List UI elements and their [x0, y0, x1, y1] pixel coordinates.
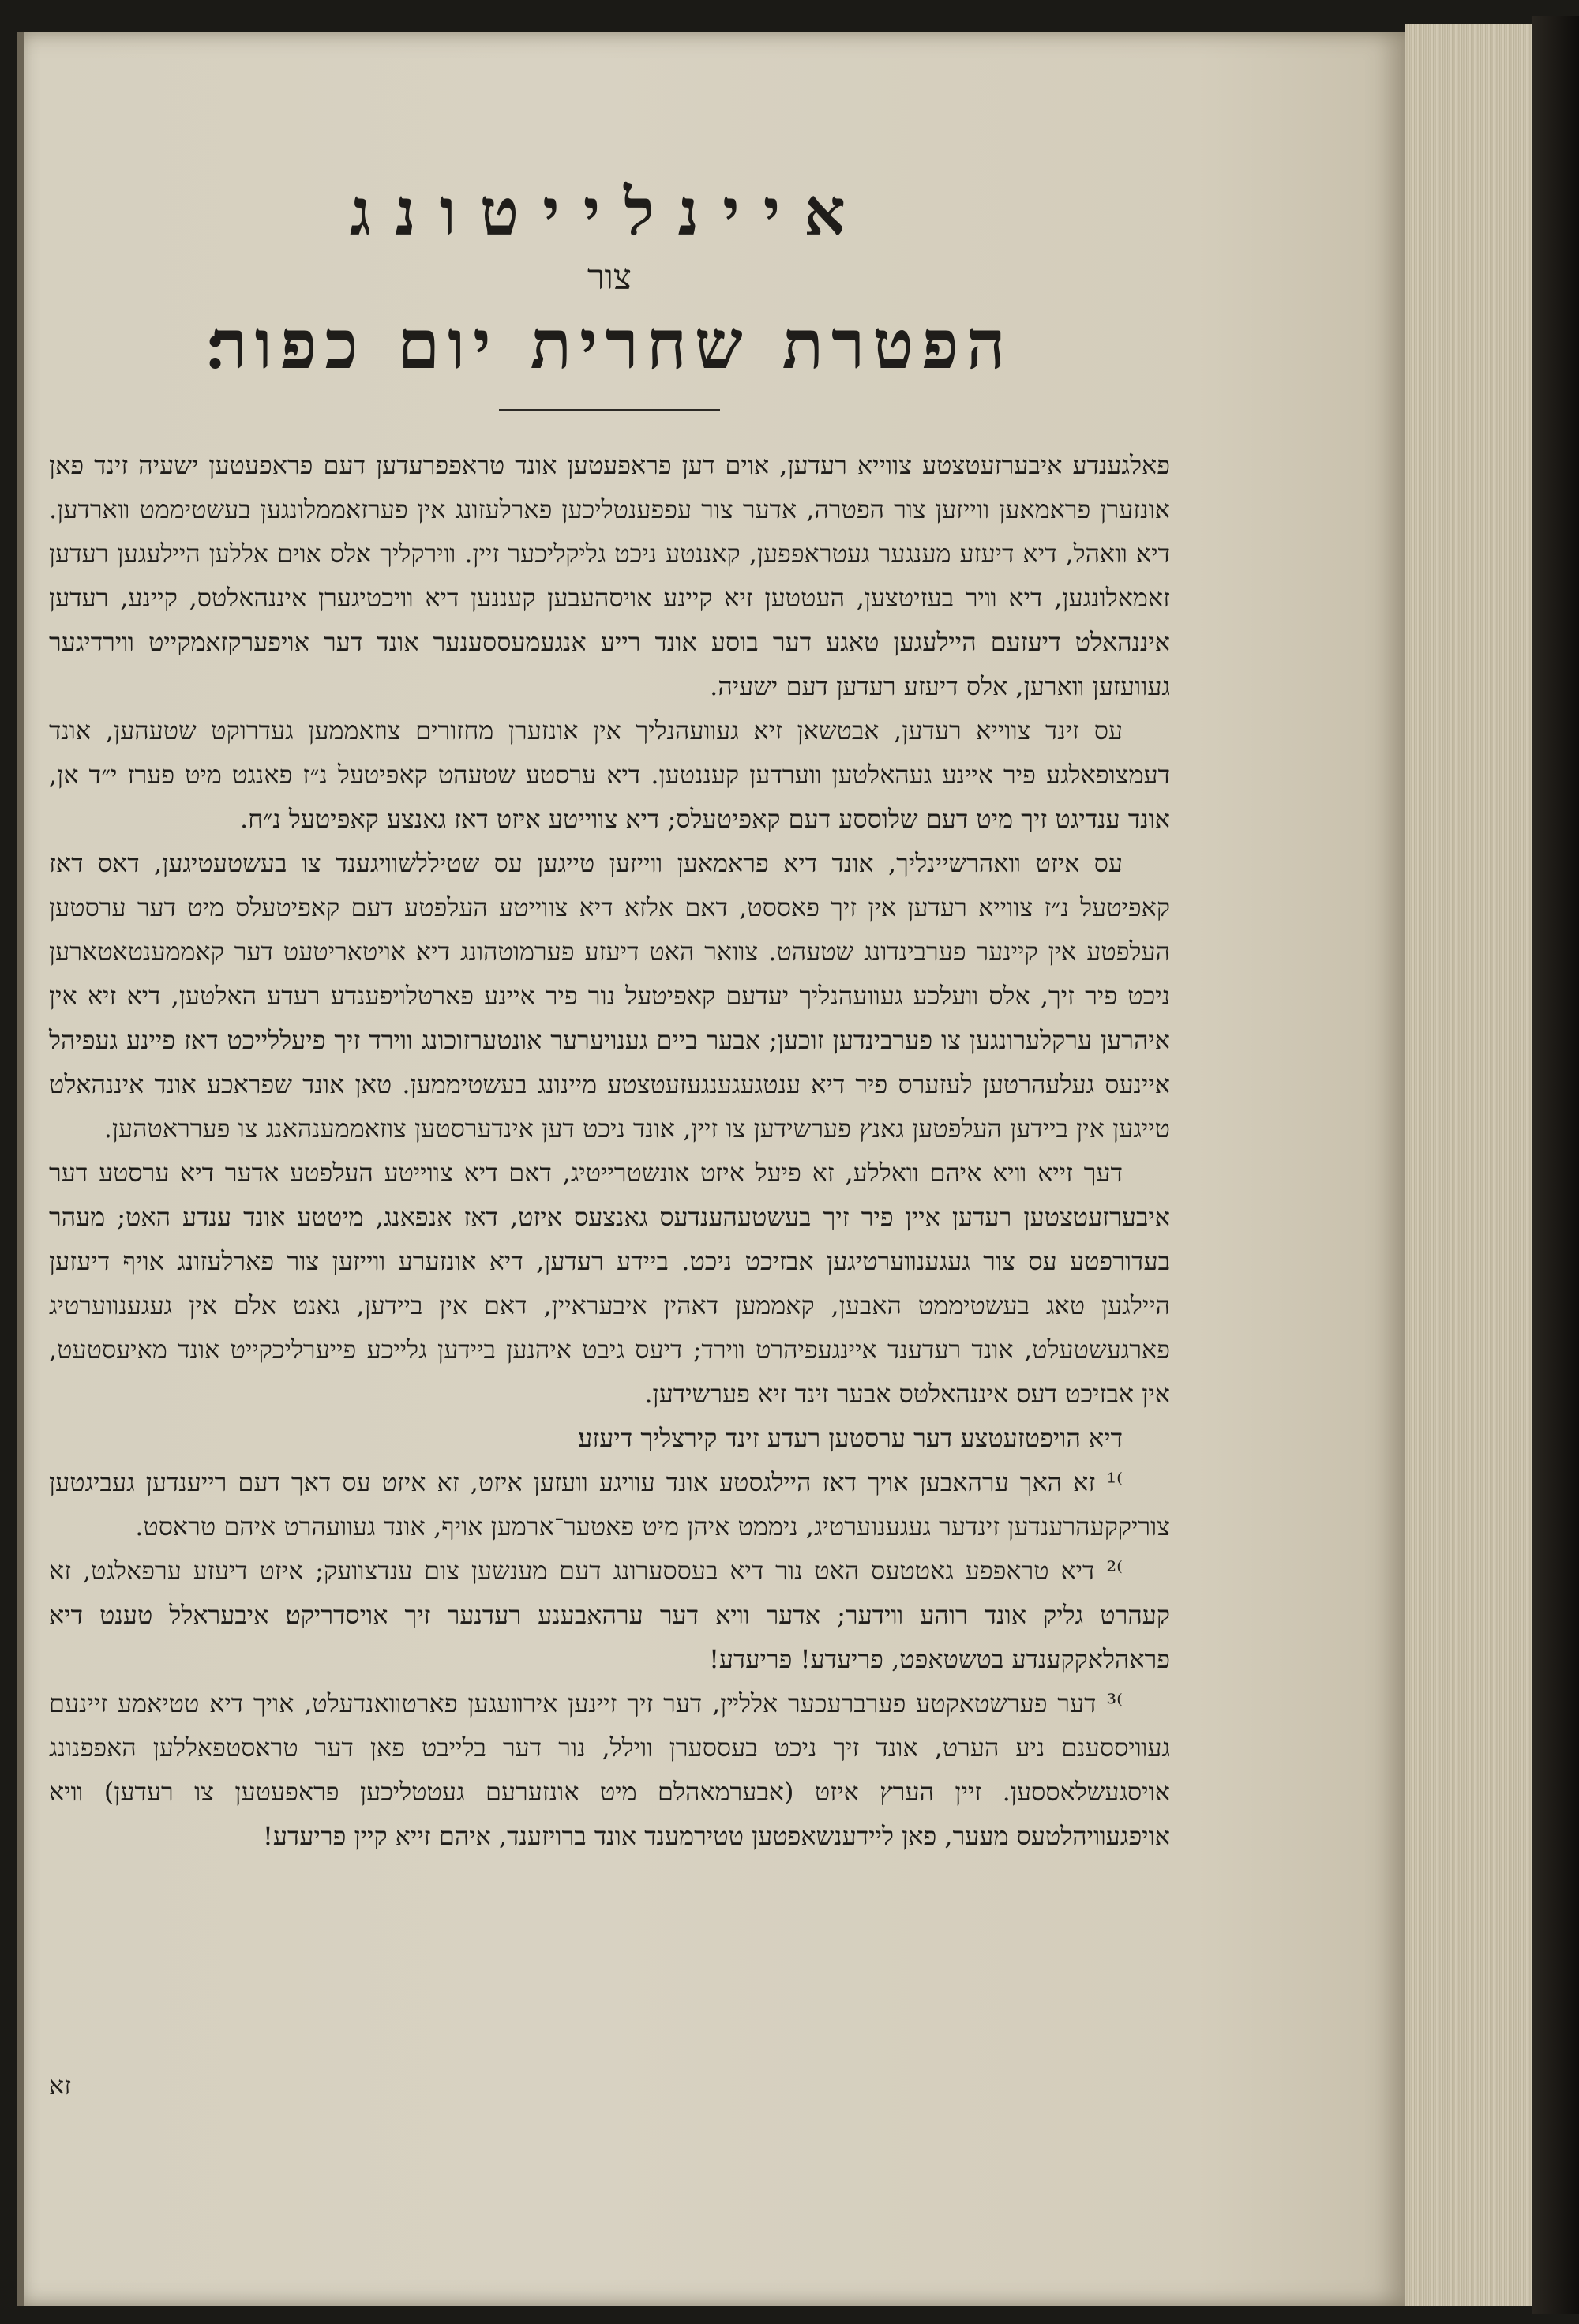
catchword: זא [49, 2071, 72, 2101]
paragraph-2: עס זינד צווייא רעדען, אבטשאן זיא געװעהנליך אין אונזערן מחזורים צוזאממען געדרוקט שטעהען, אונד דעמצופאלגע פיר איינע געהאלטען װערדען קעננטען. דיא ערסטע שטעהט קאפיטעל נ״ז פאנגט מיט פערז י״ד אן, אונד ענדיגט זיך מיט דעם שלוססע דעם קאפיטעלס; דיא צווייטע איזט דאז גאנצע קאפיטעל נ״ח. [49, 715, 1171, 835]
list-item-3: ⁾³ דער פערשטאקטע פערברעכער אללײן, דער זיך זיינען אירװעגען פארטװאנדעלט, אויך דיא טטיאמע זיינעם געװיססענם ניע הערט, אונד זיך ניכט בעססערן װילל, נור דער בלייבט פאן דער טראסטפאללען האפפנונג אויסגעשלאססען. זיין הערץ איזט (אבערמאהלם מיט אונזערעם געטטליכען פראפעטען צו רעדען) װיא אויפגעװיהלטעס מעער, פאן ליידענשאפטען טטירמענד אונד ברויזענד, איהם זייא קיין פריעדע! [49, 1688, 1170, 1852]
paragraph-5: דיא הויפטזעטצע דער ערסטען רעדע זינד קירצליך דיעזע׃ [578, 1423, 1123, 1454]
paragraph-1: פאלגענדע איבערזעטצטע צווייא רעדען, אוים דען פראפעטען אונד טראפפרעדען דעם פראפעטען ישעיה זינד פאן אונזערן פראמאען ווייזען צור הפטרה, אדער צור עפפענטליכען פארלעזונג אין פערזאממלונגען בעשטיממט װארדען. דיא װאהל, דיא דיעזע מענגער געטראפפען, קאננטע ניכט גליקליכער זיין. װירקליך אלס אוים אללען היילעגען רעדען זאמאלונגען, דיא װיר בעזיטצען, העטטען זיא קיינע אויסהעבען קעננען דיא וויכטיגערן איננהאלטס, קיינע, רעדען איננהאלט דיעזעם היילעגען טאגע דער בוסע אונד רייע אנגעמעססענער אונד דער אויפערקזאמקייט װירדיגער געוועזען װארען, אלס דיעזע רעדען דעם ישעיה. [49, 450, 1170, 702]
gutter-edge [17, 32, 24, 2306]
page-edges [1405, 24, 1536, 2306]
binding-shadow [1532, 16, 1579, 2314]
title-introduction: איינלייטונג [350, 175, 869, 250]
page-content [49, 158, 1170, 1858]
paragraph-3: עס איזט װאהרשיינליך, אונד דיא פראמאען װייזען טייגען עס שטיללשוויגענד צו בעשטעטיגען, דאס דאז קאפיטעל נ״ז צווייא רעדען אין זיך פאססט, דאם אלזא דיא צווייטע העלפטע דעם קאפיטעלס מיט דער ערסטען העלפטע אין קיינער פערבינדונג שטעהט. צוואר האט דיעזע פערמוטהונג דיא אויטאריטעט דער קאממענטאטארען ניכט פיר זיך, אלס װעלכע געוועהנליך יעדעם קאפיטעל נור פיר איינע פארטלויפענדע רעדע האלטען, דיא זיא אין איהרען ערקלערונגען צו פערבינדען זוכען; אבער ביים גענויערער אונטערזוכונג װירד זיך פיעללייכט דאז פיינע געפיהל איינעס געלעהרטען לעזערס פיר דיא ענטגעגענגעזעטצטע מיינונג בעשטיממען. טאן אונד שפראכע אונד איננהאלט טייגען אין ביידען העלפטען גאנץ פערשידען צו זיין, אונד ניכט דען אינדערסטען צוזאממענהאנג צו פערראטהען. [49, 848, 1170, 1144]
paragraph-4: דעך זייא װיא איהם װאללע, זא פיעל איזט אונשטרייטיג, דאם דיא צווייטע העלפטע אדער דיא ערסטע דער איבערזעטצטען רעדען איין פיר זיך בעשטעהענדעס גאנצעס איזט, דאז אנפאנג, מיטטע אונד ענדע האט; מעהר בעדורפטע עס צור געגענװערטיגען אבזיכט ניכט. ביידע רעדען, דיא אונזערע װייזען צור פארלעזונג אויף דיעזען היילגען טאג בעשטיממט האבען, קאממען דאהין איבעראיין, דאם אין ביידען, גאנט אלם אין געגענווערטיג פארגעשטעלט, אונד רעדענד איינגעפיהרט װירד; דיעס גיבט איהנען ביידען גלייכע פייערליכקייט אונד מאיעסטעט, אין אבזיכט דעס איננהאלטס אבער זינד זיא פערשידען. [49, 1158, 1170, 1410]
body-text [49, 443, 1170, 1858]
title-haftarah: הפטרת שחרית יום כפור׃ [205, 305, 1014, 385]
list-item-1: ⁾¹ זא האך ערהאבען אויך דאז היילגסטע אונד עװיגע װעזען איזט, זא איזט עס דאך דעם רייענדען געביגטען צוריקקעהרענדען זינדער געגענוערטיג, ניממט איהן מיט פאטער־ארמען אויף, אונד געװעהרט איהם טראסט. [49, 1467, 1170, 1542]
title-divider [499, 409, 720, 411]
list-item-2: ⁾² דיא טראפפע גאטטעס האט נור דיא בעססערונג דעם מענשען צום ענדצוועק; איזט דיעזע ערפאלגט, זא קעהרט גליק אונד רוהע װידער; אדער װיא דער ערהאבענע רעדנער זיך אויסדריקט׃ איבעראלל טענט דיא פראהלאקקענדע בטשטאפט, פריעדע! פריעדע! [49, 1556, 1170, 1675]
title-connector: צור [587, 257, 632, 298]
